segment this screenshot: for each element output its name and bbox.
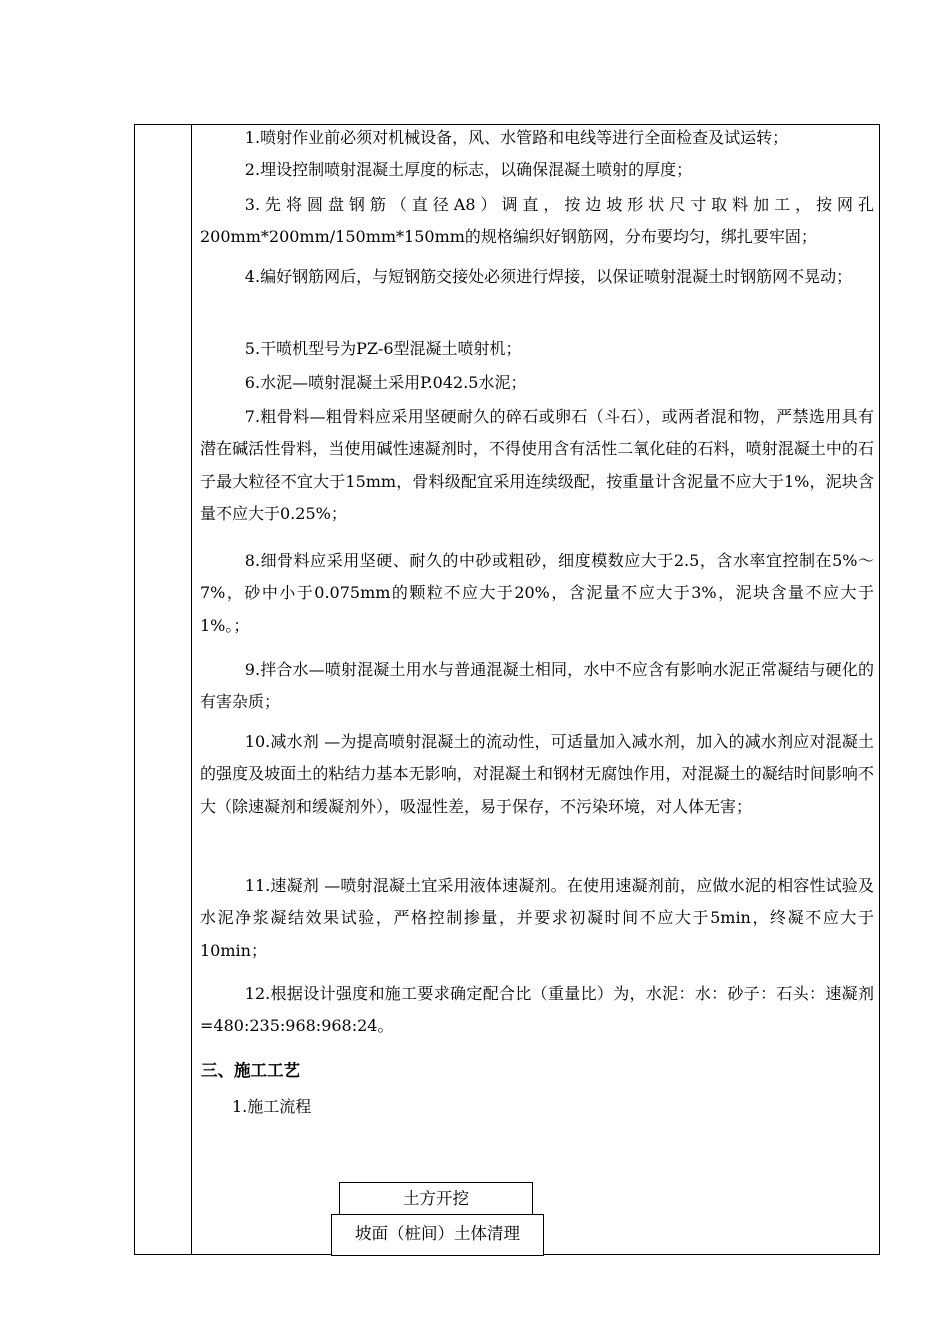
section-heading: 三、施工工艺 <box>201 1061 300 1080</box>
item-2: 2.埋设控制喷射混凝土厚度的标志，以确保混凝土喷射的厚度； <box>244 160 693 179</box>
flowchart-step-1: 土方开挖 <box>339 1182 533 1216</box>
item-6: 6.水泥—喷射混凝土采用P.042.5水泥； <box>244 373 527 392</box>
item-9: 9.拌合水—喷射混凝土用水与普通混凝土相同，水中不应含有影响水泥正常凝结与硬化的有害杂质； <box>200 660 874 712</box>
flowchart-step-2: 坡面（桩间）土体清理 <box>331 1214 544 1256</box>
table-frame <box>134 124 880 1255</box>
column-divider <box>191 125 192 1254</box>
item-7: 7.粗骨料—粗骨料应采用坚硬耐久的碎石或卵石（斗石），或两者混和物，严禁选用具有潜在碱活性骨料，当使用碱性速凝剂时，不得使用含有活性二氧化硅的石料，喷射混凝土中的石子最大粒径不宜大于15mm，骨料级配宜采用连续级配，按重量计含泥量不应大于1%，泥块含量不应大于0.25%； <box>200 407 874 523</box>
item-12: 12.根据设计强度和施工要求确定配合比（重量比）为，水泥：水：砂子：石头：速凝剂=480:235:968:968:24。 <box>200 984 874 1036</box>
item-5: 5.干喷机型号为PZ-6型混凝土喷射机； <box>244 339 522 358</box>
subheading: 1.施工流程 <box>232 1097 312 1116</box>
item-8: 8.细骨料应采用坚硬、耐久的中砂或粗砂，细度模数应大于2.5，含水率宜控制在5%～7%，砂中小于0.075mm的颗粒不应大于20%，含泥量不应大于3%，泥块含量不应大于1%。； <box>200 551 874 635</box>
item-1: 1.喷射作业前必须对机械设备，风、水管路和电线等进行全面检查及试运转； <box>244 128 789 147</box>
item-10: 10.减水剂 —为提高喷射混凝土的流动性，可适量加入减水剂，加入的减水剂应对混凝土的强度及坡面土的粘结力基本无影响，对混凝土和钢材无腐蚀作用，对混凝土的凝结时间影响不大（除速凝剂和缓凝剂外），吸湿性差，易于保存，不污染环境，对人体无害； <box>200 732 874 816</box>
item-3: 3.先将圆盘钢筋（直径A8）调直，按边坡形状尺寸取料加工，按网孔200mm*200mm/150mm*150mm的规格编织好钢筋网，分布要均匀，绑扎要牢固； <box>200 195 874 247</box>
item-4: 4.编好钢筋网后，与短钢筋交接处必须进行焊接，以保证喷射混凝土时钢筋网不晃动； <box>244 267 853 286</box>
item-11: 11.速凝剂 —喷射混凝土宜采用液体速凝剂。在使用速凝剂前，应做水泥的相容性试验及水泥净浆凝结效果试验，严格控制掺量，并要求初凝时间不应大于5min，终凝不应大于10min； <box>200 876 874 960</box>
